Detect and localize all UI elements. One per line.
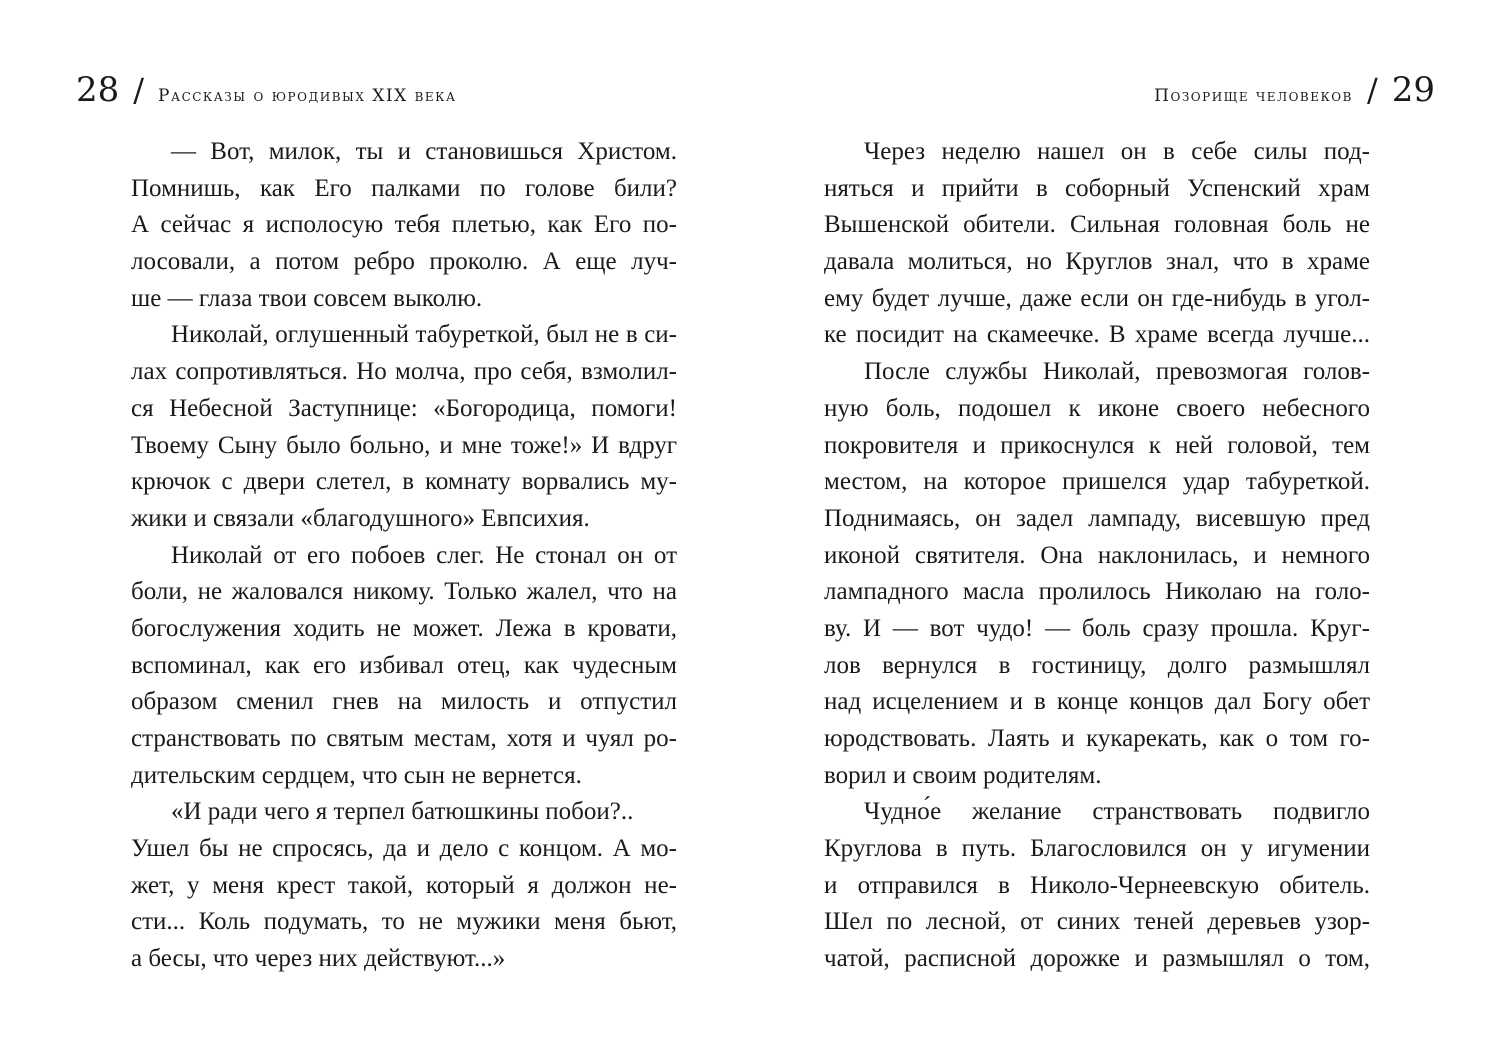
text-line: Ушел бы не спросясь, да и дело с концом. А мо- — [131, 835, 677, 863]
text-line: давала молиться, но Круглов знал, что в храме — [824, 248, 1370, 276]
running-head-separator: / — [133, 71, 145, 109]
text-line: и отправился в Николо-Чернеевскую обитель. — [824, 871, 1370, 899]
text-line: Помнишь, как Его палками по голове били? — [131, 174, 677, 202]
right-page-number: 29 — [1391, 70, 1435, 110]
text-line: чатой, расписной дорожке и размышлял о том, — [824, 945, 1370, 973]
right-page — [746, 0, 1493, 1045]
text-line: образом сменил гнев на милость и отпустил — [131, 688, 677, 716]
text-line: боли, не жаловался никому. Только жалел, что на — [131, 578, 677, 606]
text-line: ную боль, подошел к иконе своего небесного — [824, 394, 1370, 422]
running-head-separator: / — [1366, 71, 1378, 109]
text-line: над исцелением и в конце концов дал Богу обет — [824, 688, 1370, 716]
text-line: Твоему Сыну было больно, и мне тоже!» И вдруг — [131, 431, 677, 459]
text-line: Николай, оглушенный табуреткой, был не в си- — [171, 321, 677, 349]
left-body-text — [131, 134, 677, 978]
text-line: Круглова в путь. Благословился он у игумении — [824, 835, 1370, 863]
text-line: сти... Коль подумать, то не мужики меня бьют, — [131, 908, 677, 936]
text-line: Через неделю нашел он в себе силы под- — [864, 138, 1370, 165]
text-line: После службы Николай, превозмогая голов- — [864, 358, 1370, 386]
text-line: ся Небесной Заступнице: «Богородица, помоги! — [131, 394, 677, 422]
right-running-head — [1154, 70, 1435, 116]
text-line: крючок с двери слетел, в комнату ворвались му- — [131, 468, 677, 496]
right-body-text — [824, 134, 1370, 978]
text-line: дительским сердцем, что сын не вернется. — [131, 761, 582, 789]
text-line: Чудно́е желание странствовать подвигло — [864, 798, 1370, 826]
text-line: иконой святителя. Она наклонилась, и немного — [824, 541, 1370, 569]
left-running-title: Рассказы о юродивых XIX века — [158, 86, 457, 106]
text-line: покровителя и прикоснулся к ней головой, тем — [824, 431, 1370, 459]
text-line: «И ради чего я терпел батюшкины побои?.. — [171, 798, 634, 826]
text-line: лов вернулся в гостиницу, долго размышлял — [824, 651, 1370, 679]
text-line: юродствовать. Лаять и кукарекать, как о том го- — [824, 725, 1370, 752]
text-line: лах сопротивляться. Но молча, про себя, взмолил- — [131, 358, 677, 386]
text-line: а бесы, что через них действуют...» — [131, 945, 506, 973]
text-line: Вышенской обители. Сильная головная боль не — [824, 211, 1370, 239]
right-running-title: Позорище человеков — [1154, 86, 1353, 106]
text-line: Шел по лесной, от синих теней деревьев узор- — [824, 908, 1370, 936]
text-line: Николай от его побоев слег. Не стонал он от — [171, 541, 677, 569]
text-line: лосовали, а потом ребро проколю. А еще луч- — [131, 248, 677, 276]
text-line: вспоминал, как его избивал отец, как чудесным — [131, 651, 677, 679]
left-page-number: 28 — [76, 70, 120, 110]
text-line: богослужения ходить не может. Лежа в кровати, — [131, 614, 677, 642]
text-line: местом, на которое пришелся удар табуреткой. — [824, 468, 1370, 496]
text-line: жет, у меня крест такой, который я должон не- — [131, 871, 677, 899]
text-line: ше — глаза твои совсем выколю. — [131, 284, 483, 312]
text-line: ворил и своим родителям. — [824, 761, 1102, 789]
text-line: ему будет лучше, даже если он где-нибудь в угол- — [824, 284, 1370, 312]
text-line: Поднимаясь, он задел лампаду, висевшую пред — [824, 504, 1370, 532]
left-running-head — [76, 70, 457, 116]
text-line: лампадного масла пролилось Николаю на голо- — [824, 578, 1370, 606]
text-line: няться и прийти в соборный Успенский храм — [824, 174, 1370, 202]
text-line: жики и связали «благодушного» Евпсихия. — [131, 504, 590, 532]
text-line: А сейчас я исполосую тебя плетью, как Его по- — [131, 211, 677, 239]
left-page — [0, 0, 746, 1045]
text-line: странствовать по святым местам, хотя и чуял ро- — [131, 725, 677, 752]
text-line: ву. И — вот чудо! — боль сразу прошла. Круг- — [824, 614, 1370, 642]
text-line: — Вот, милок, ты и становишься Христом. — [171, 138, 677, 165]
text-line: ке посидит на скамеечке. В храме всегда лучше... — [824, 321, 1370, 349]
